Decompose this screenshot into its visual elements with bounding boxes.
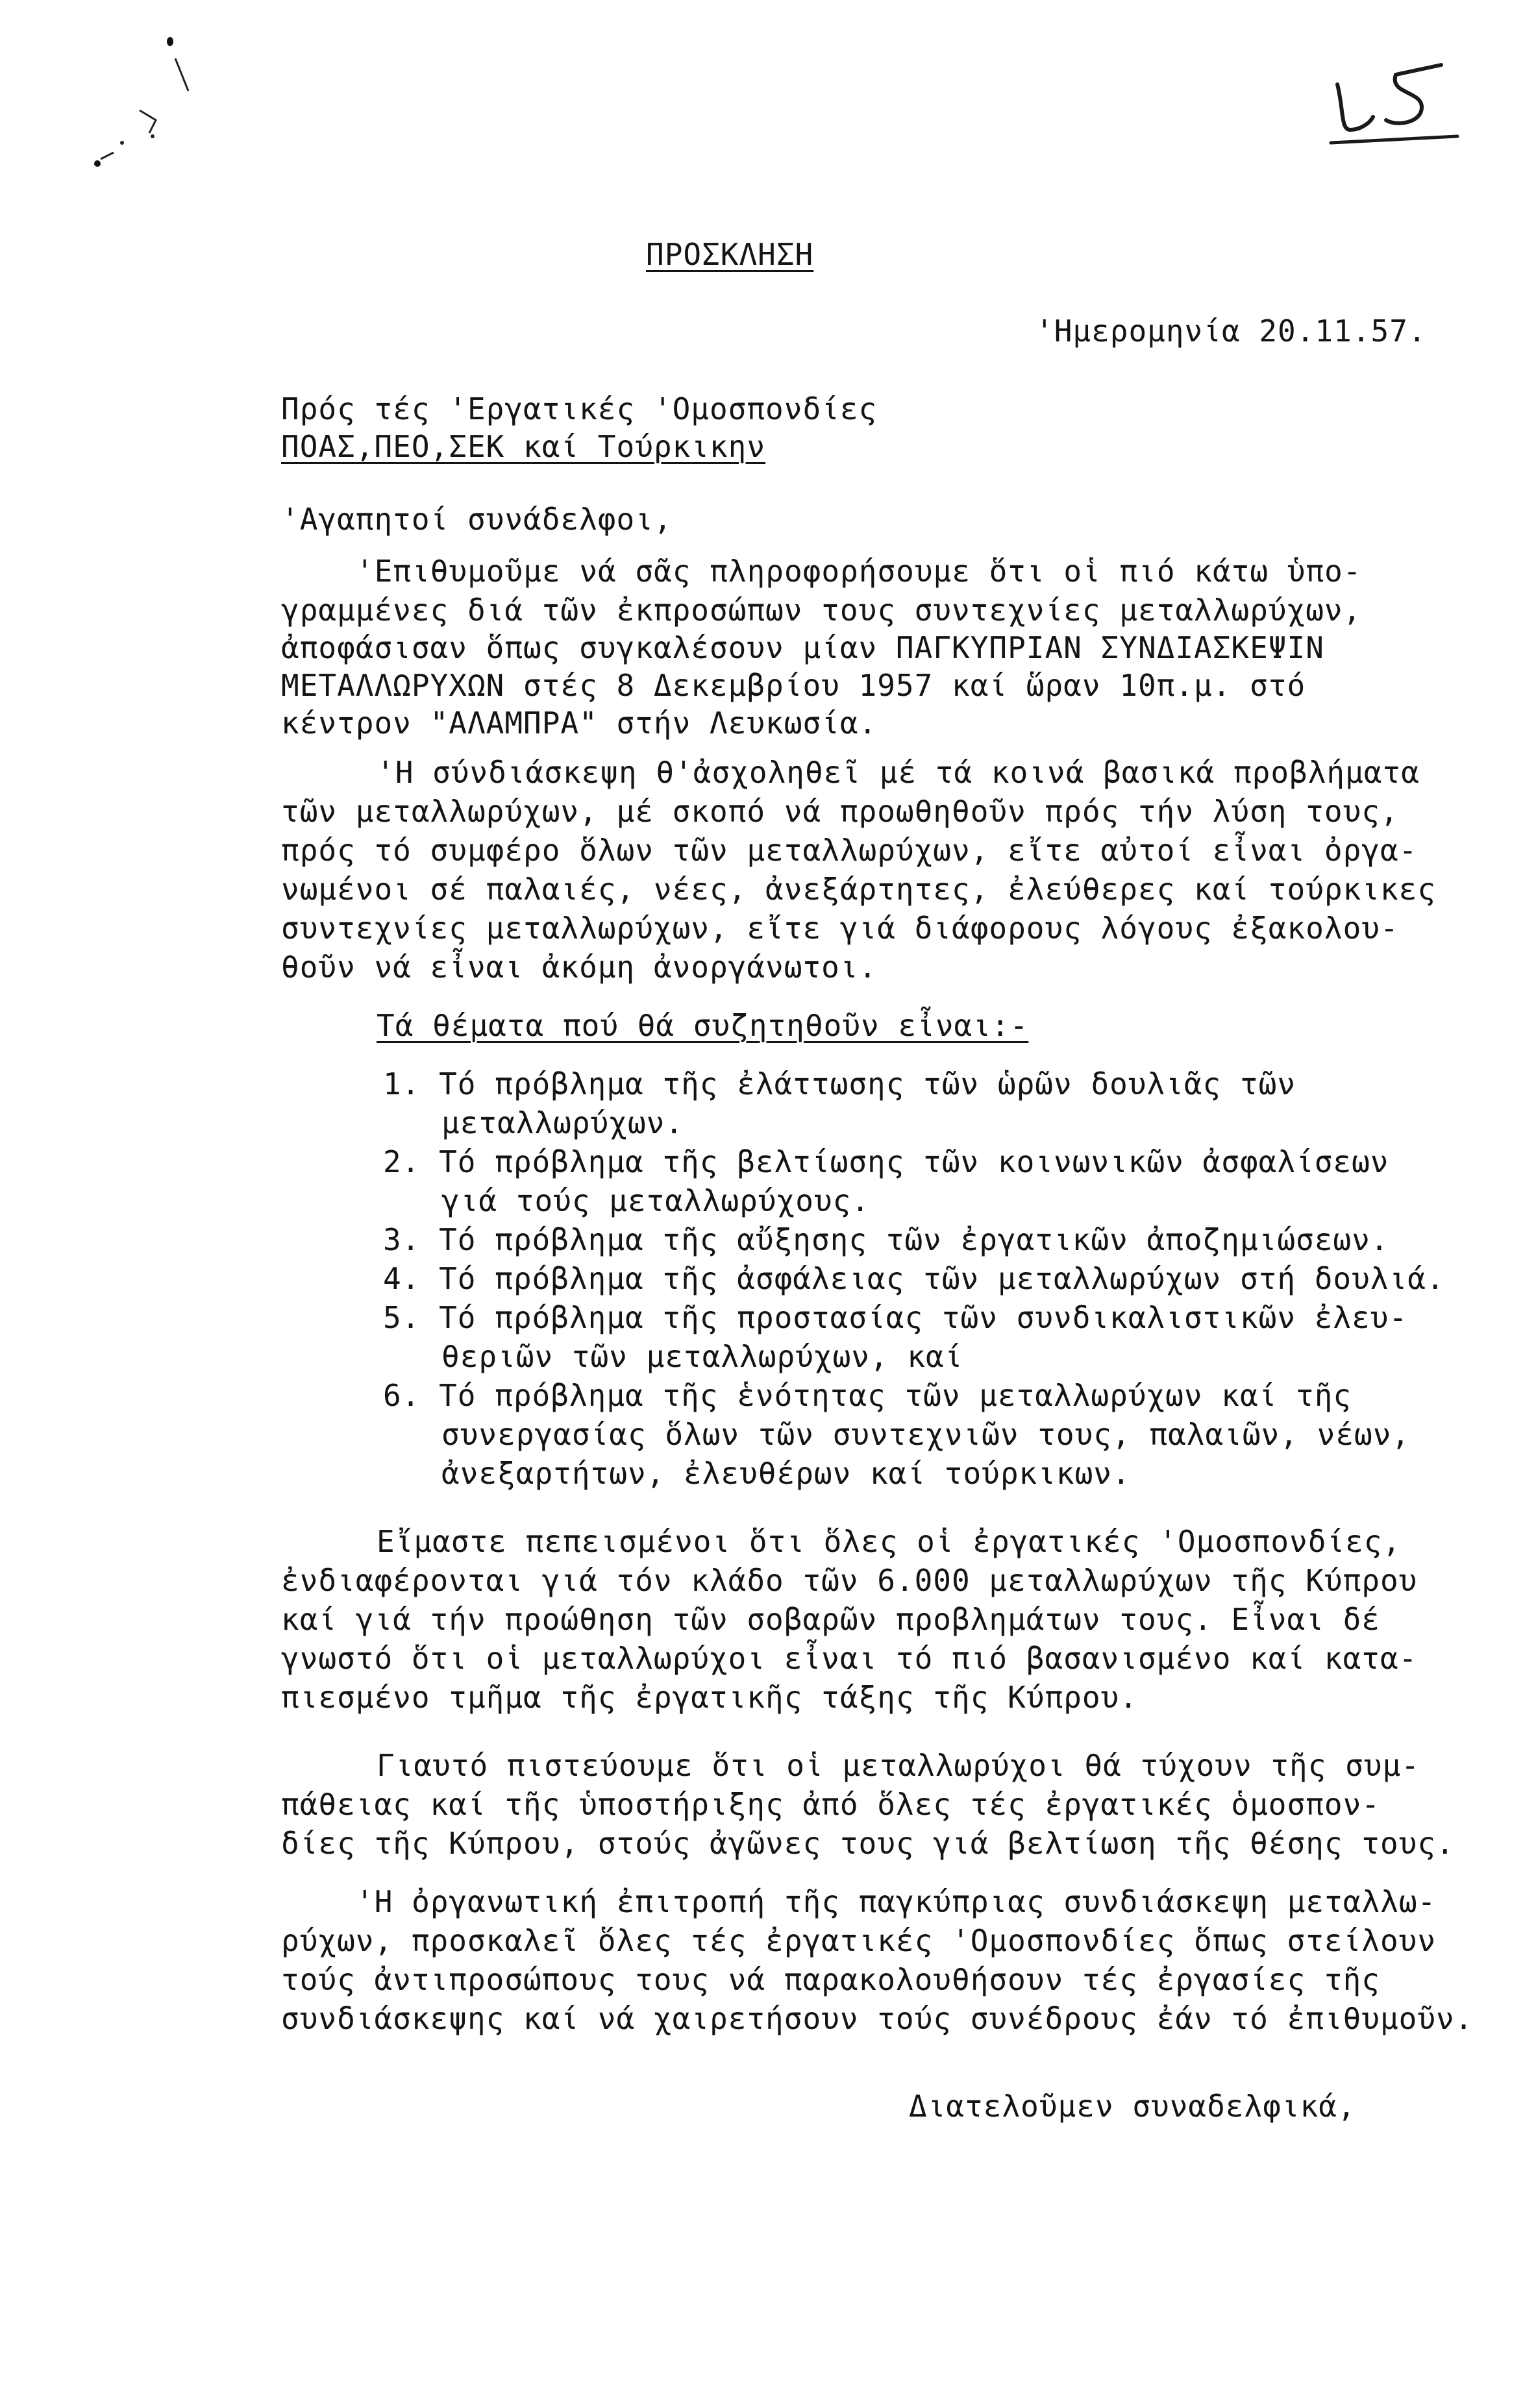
paragraph-line: πάθειας καί τῆς ὑποστήριξης ἀπό ὅλες τές ἐργατικές ὁμοσπον- <box>281 1787 1380 1822</box>
paragraph-line: πιεσμένο τμῆμα τῆς ἐργατικῆς τάξης τῆς Κύπρου. <box>281 1680 1138 1715</box>
topic-line: 5. Τό πρόβλημα τῆς προστασίας τῶν συνδικαλιστικῶν ἐλευ- <box>383 1300 1408 1335</box>
paragraph-line: συνδιάσκεψης καί νά χαιρετήσουν τούς συνέδρους ἐάν τό ἐπιθυμοῦν. <box>281 2001 1474 2036</box>
paragraph-line: ρύχων, προσκαλεῖ ὅλες τές ἐργατικές 'Ομοσπονδίες ὅπως στείλουν <box>281 1923 1437 1958</box>
title: ΠΡΟΣΚΛΗΣΗ <box>646 237 814 272</box>
closing: Διατελοῦμεν συναδελφικά, <box>909 2089 1356 2124</box>
paragraph-line: Γιαυτό πιστεύουμε ὅτι οἱ μεταλλωρύχοι θά τύχουν τῆς συμ- <box>377 1748 1420 1783</box>
topic-line: 4. Τό πρόβλημα τῆς ἀσφάλειας τῶν μεταλλωρύχων στή δουλιά. <box>383 1261 1445 1296</box>
paragraph-line: τούς ἀντιπροσώπους τους νά παρακολουθήσουν τές ἐργασίες τῆς <box>281 1962 1380 1997</box>
paragraph-line: γνωστό ὅτι οἱ μεταλλωρύχοι εἶναι τό πιό βασανισμένο καί κατα- <box>281 1641 1418 1676</box>
topics-heading: Τά θέματα πού θά συζητηθοῦν εἶναι:- <box>377 1008 1029 1043</box>
paragraph-line: δίες τῆς Κύπρου, στούς ἀγῶνες τους γιά βελτίωση τῆς θέσης τους. <box>281 1826 1455 1861</box>
paragraph-line: καί γιά τήν προώθηση τῶν σοβαρῶν προβλημάτων τους. Εἶναι δέ <box>281 1602 1380 1637</box>
topic-line: μεταλλωρύχων. <box>441 1105 684 1140</box>
ink-specks <box>78 13 221 182</box>
date-line: 'Ημερομηνία 20.11.57. <box>1035 313 1427 349</box>
paragraph-line: τῶν μεταλλωρύχων, μέ σκοπό νά προωθηθοῦν πρός τήν λύση τους, <box>281 794 1399 829</box>
salutation: 'Αγαπητοί συνάδελφοι, <box>281 502 673 537</box>
paragraph-line: Εἴμαστε πεπεισμένοι ὅτι ὅλες οἱ ἐργατικές 'Ομοσπονδίες, <box>377 1524 1402 1559</box>
paragraph-line: νωμένοι σέ παλαιές, νέες, ἀνεξάρτητες, ἐλεύθερες καί τούρκικες <box>281 872 1437 907</box>
paragraph-line: θοῦν νά εἶναι ἀκόμη ἀνοργάνωτοι. <box>281 950 878 985</box>
topic-line: ἀνεξαρτήτων, ἐλευθέρων καί τούρκικων. <box>441 1456 1131 1491</box>
topic-line: συνεργασίας ὅλων τῶν συντεχνιῶν τους, παλαιῶν, νέων, <box>441 1417 1411 1452</box>
paragraph-line: ἐνδιαφέρονται γιά τόν κλάδο τῶν 6.000 μεταλλωρύχων τῆς Κύπρου <box>281 1563 1418 1598</box>
paragraph-line: 'Η σύνδιάσκεψη θ'ἀσχοληθεῖ μέ τά κοινά βασικά προβλήματα <box>377 755 1420 790</box>
topic-line: 6. Τό πρόβλημα τῆς ἑνότητας τῶν μεταλλωρύχων καί τῆς <box>383 1378 1352 1413</box>
topic-line: 2. Τό πρόβλημα τῆς βελτίωσης τῶν κοινωνικῶν ἀσφαλίσεων <box>383 1144 1389 1179</box>
paragraph-line: κέντρον "ΑΛΑΜΠΡΑ" στήν Λευκωσία. <box>281 706 878 741</box>
paragraph-line: ΜΕΤΑΛΛΩΡΥΧΩΝ στές 8 Δεκεμβρίου 1957 καί ὥραν 10π.μ. στό <box>281 668 1306 703</box>
topic-line: 3. Τό πρόβλημα τῆς αὔξησης τῶν ἐργατικῶν ἀποζημιώσεων. <box>383 1222 1389 1257</box>
handwritten-page-number <box>1324 39 1461 149</box>
topic-line: 1. Τό πρόβλημα τῆς ἐλάττωσης τῶν ὡρῶν δουλιᾶς τῶν <box>383 1066 1296 1101</box>
paragraph-line: 'Η ὀργανωτική ἐπιτροπή τῆς παγκύπριας συνδιάσκεψη μεταλλω- <box>356 1884 1437 1919</box>
paragraph-line: ἀποφάσισαν ὅπως συγκαλέσουν μίαν ΠΑΓΚΥΠΡΙΑΝ ΣΥΝΔΙΑΣΚΕΨΙΝ <box>281 630 1324 665</box>
paragraph-line: συντεχνίες μεταλλωρύχων, εἴτε γιά διάφορους λόγους ἐξακολου- <box>281 911 1399 946</box>
paragraph-line: γραμμένες διά τῶν ἐκπροσώπων τους συντεχνίες μεταλλωρύχων, <box>281 593 1362 628</box>
paragraph-line: 'Επιθυμοῦμε νά σᾶς πληροφορήσουμε ὅτι οἱ πιό κάτω ὑπο- <box>356 554 1362 589</box>
recipient-line-1: Πρός τές 'Εργατικές 'Ομοσπονδίες <box>281 391 878 426</box>
topic-line: γιά τούς μεταλλωρύχους. <box>441 1183 870 1218</box>
topic-line: θεριῶν τῶν μεταλλωρύχων, καί <box>441 1339 963 1374</box>
recipient-line-2: ΠΟΑΣ,ΠΕΟ,ΣΕΚ καί Τούρκικην <box>281 429 766 464</box>
paragraph-line: πρός τό συμφέρο ὅλων τῶν μεταλλωρύχων, εἴτε αὐτοί εἶναι ὀργα- <box>281 833 1418 868</box>
